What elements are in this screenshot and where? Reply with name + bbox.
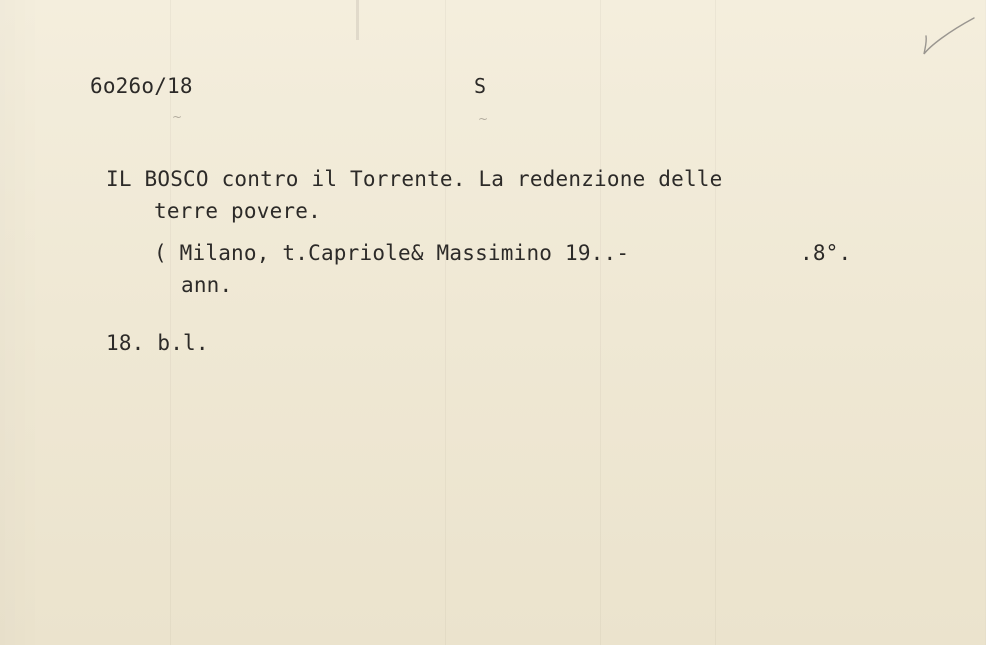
paper-smudge: [356, 0, 359, 40]
shelf-note: 18. b.l.: [106, 331, 209, 355]
format: .8°.: [800, 241, 852, 265]
paper-fiber: [445, 0, 446, 645]
section-letter: S: [474, 74, 487, 98]
paper-fiber: [715, 0, 716, 645]
title-line-1: IL BOSCO contro il Torrente. La redenzione delle: [106, 167, 723, 191]
imprint-line-1: ( Milano, t.Capriole& Massimino 19..-: [154, 241, 630, 265]
ink-speck: ~: [478, 112, 489, 126]
title-line-2: terre povere.: [154, 199, 321, 223]
check-mark-icon: [918, 14, 978, 64]
paper-fiber: [600, 0, 601, 645]
imprint-line-2: ann.: [181, 273, 233, 297]
ink-speck: ~: [172, 110, 183, 124]
shelfmark: 6o26o/18: [90, 74, 193, 98]
